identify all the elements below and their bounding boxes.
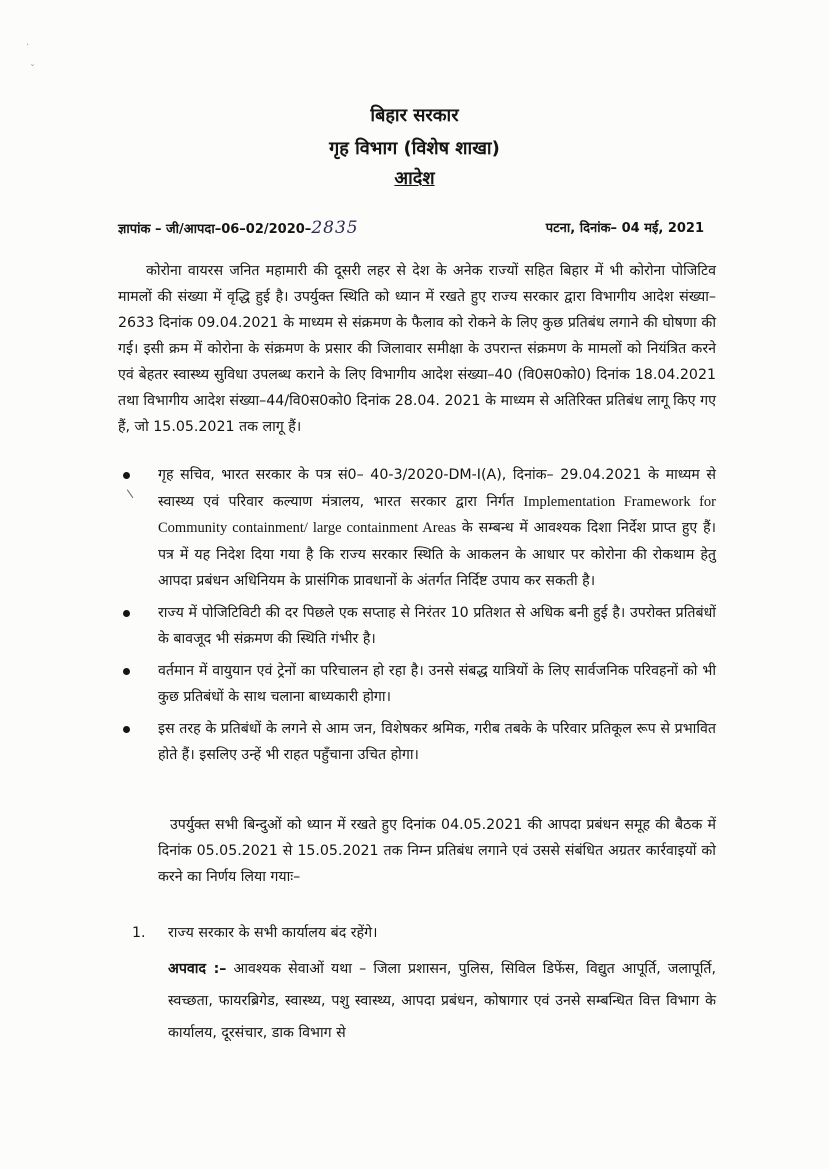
bullet-text: वर्तमान में वायुयान एवं ट्रेनों का परिचालन हो रहा है। उनसे संबद्ध यात्रियों के लिए सार्वजनिक परिवहनों को भी कुछ प्रतिबंधों के साथ चलाना बाध्यकारी होगा। xyxy=(158,662,716,705)
list-item xyxy=(118,658,716,711)
bullet-icon xyxy=(123,610,130,617)
intro-paragraph: कोरोना वायरस जनित महामारी की दूसरी लहर से देश के अनेक राज्यों सहित बिहार में भी कोरोना पोजिटिव मामलों की संख्या में वृद्धि हुई है। उपर्युक्त स्थिति को ध्यान में रखते हुए राज्य सरकार द्वारा विभागीय आदेश संख्या–2633 दिनांक 09.04.2021 के माध्यम से संक्रमण के फैलाव को रोकने के लिए कुछ प्रतिबंध लगाने की घोषणा की गई। इसी क्रम में कोरोना के संक्रमण के प्रसार की जिलावार समीक्षा के उपरान्त संक्रमण के मामलों को नियंत्रित करने एवं बेहतर स्वास्थ्य सुविधा उपलब्ध कराने के लिए विभागीय आदेश संख्या–40 (वि0स0को0) दिनांक 18.04.2021 तथा विभागीय आदेश संख्या–44/वि0स0को0 दिनांक 28.04. 2021 के माध्यम से अतिरिक्त प्रतिबंध लागू किए गए हैं, जो 15.05.2021 तक लागू हैं। xyxy=(118,263,716,435)
exception-text: आवश्यक सेवाओं यथा – जिला प्रशासन, पुलिस, सिविल डिफेंस, विद्युत आपूर्ति, जलापूर्ति, स्वच्छता, फायरब्रिगेड, स्वास्थ्य, पशु स्वास्थ्य, आपदा प्रबंधन, कोषागार एवं उनसे सम्बन्धित वित्त विभाग के कार्यालय, दूरसंचार, डाक विभाग से xyxy=(168,961,717,1041)
memo-handwritten-number: 2835 xyxy=(311,218,359,238)
bullet-text-part1: गृह सचिव, भारत सरकार के पत्र सं0– 40-3/2020-DM-I(A), दिनांक– 29.04.2021 के माध्यम से स्वास्थ्य एवं परिवार कल्याण मंत्रालय, भारत सरकार द्वारा निर्गत xyxy=(158,467,716,510)
scan-mark: ˇ xyxy=(30,64,35,75)
decision-paragraph: उपर्युक्त सभी बिन्दुओं को ध्यान में रखते हुए दिनांक 04.05.2021 की आपदा प्रबंधन समूह की बैठक में दिनांक 05.05.2021 से 15.05.2021 तक निम्न प्रतिबंध लगाने एवं उससे संबंधित अग्रतर कार्रवाइयों को करने का निर्णय लिया गयाः– xyxy=(158,817,716,885)
list-item xyxy=(118,462,716,595)
bullet-english-text: Implementation Framework for Community containment/ large containment Areas xyxy=(158,493,716,536)
bullet-list xyxy=(118,462,716,774)
item-number: 1. xyxy=(132,925,146,941)
bullet-text: इस तरह के प्रतिबंधों के लगने से आम जन, विशेषकर श्रमिक, गरीब तबके के परिवार प्रतिकूल रूप से प्रभावित होते हैं। इसलिए उन्हें भी राहत पहुँचाना उचित होगा। xyxy=(158,720,716,763)
bullet-icon xyxy=(123,726,130,733)
government-name: बिहार सरकार xyxy=(370,105,459,126)
bullet-text-part2: के सम्बन्ध में आवश्यक दिशा निर्देश प्राप्त हुए हैं। पत्र में यह निदेश दिया गया है कि राज्य सरकार स्थिति के आकलन के आधार पर कोरोना की रोकथाम हेतु आपदा प्रबंधन अधिनियम के प्रासंगिक प्रावधानों के अंतर्गत निर्दिष्ट उपाय कर सकती है। xyxy=(158,520,716,589)
list-item xyxy=(118,600,716,653)
memo-prefix: ज्ञापांक – जी/आपदा–06–02/2020– xyxy=(118,222,312,237)
bullet-text: राज्य में पोजिटिविटी की दर पिछले एक सप्ताह से निरंतर 10 प्रतिशत से अधिक बनी हुई है। उपरोक्त प्रतिबंधों के बावजूद भी संक्रमण की स्थिति गंभीर है। xyxy=(158,604,716,647)
list-item xyxy=(118,716,716,769)
department-name: गृह विभाग (विशेष शाखा) xyxy=(329,138,500,159)
place-date: पटना, दिनांक– 04 मई, 2021 xyxy=(545,221,704,236)
item-text: राज्य सरकार के सभी कार्यालय बंद रहेंगे। xyxy=(168,925,378,941)
scan-mark: · xyxy=(26,40,30,51)
bullet-icon xyxy=(123,668,130,675)
bullet-icon xyxy=(123,472,130,479)
item-exception xyxy=(168,953,716,1049)
memo-number xyxy=(118,218,359,238)
exception-label: अपवाद :– xyxy=(168,961,227,977)
numbered-item xyxy=(118,918,716,1049)
document-title: आदेश xyxy=(394,168,435,189)
